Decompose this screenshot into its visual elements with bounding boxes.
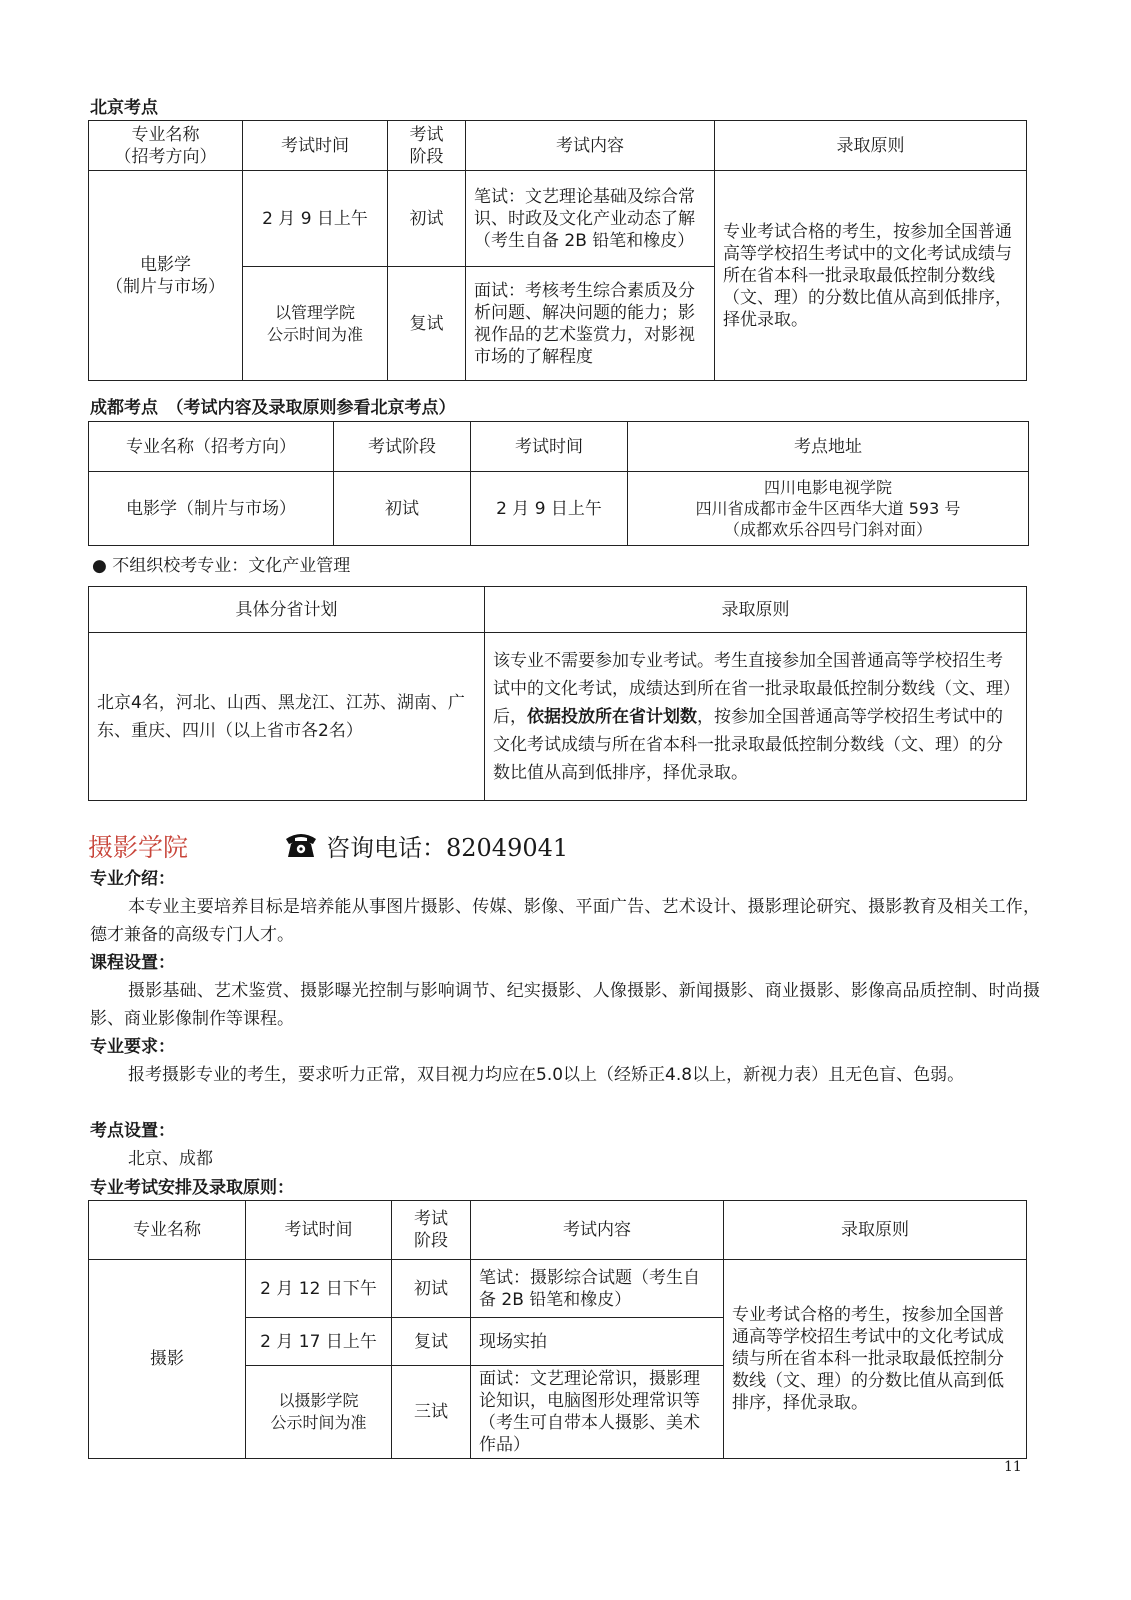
principle-text: ，按参加全国普通高等学校招生考试中的文化考试成绩与所在省本科一批录取最低控制分数线（文、理）的分数比值从高到低排序，择优录取。 bbox=[493, 706, 1003, 783]
stage-cell: 三试 bbox=[392, 1366, 471, 1459]
major-cell: 摄影 bbox=[89, 1260, 246, 1459]
plan-cell: 北京4名，河北、山西、黑龙江、江苏、湖南、广东、重庆、四川（以上省市各2名） bbox=[89, 633, 485, 801]
content-cell: 笔试：摄影综合试题（考生自备 2B 铅笔和橡皮） bbox=[471, 1260, 724, 1318]
major-cell: 电影学（制片与市场） bbox=[89, 472, 334, 546]
address-cell: 四川电影电视学院 四川省成都市金牛区西华大道 593 号 （成都欢乐谷四号门斜对面） bbox=[628, 472, 1029, 546]
col-header-major: 专业名称（招考方向） bbox=[89, 422, 334, 472]
course-text: 摄影基础、艺术鉴赏、摄影曝光控制与影响调节、纪实摄影、人像摄影、新闻摄影、商业摄影、影像高品质控制、时尚摄影、商业影像制作等课程。 bbox=[90, 981, 1040, 1029]
requirement-text: 报考摄影专业的考生，要求听力正常，双目视力均应在5.0以上（经矫正4.8以上，新视力表）且无色盲、色弱。 bbox=[128, 1065, 965, 1085]
no-exam-heading: ● 不组织校考专业：文化产业管理 bbox=[92, 556, 351, 576]
no-exam-table bbox=[88, 586, 1027, 801]
col-header-time: 考试时间 bbox=[243, 121, 388, 171]
time-cell: 以摄影学院 公示时间为准 bbox=[246, 1366, 392, 1459]
time-cell: 2 月 17 日上午 bbox=[246, 1318, 392, 1366]
col-header-principle: 录取原则 bbox=[724, 1201, 1027, 1260]
content-cell: 笔试：文艺理论基础及综合常识、时政及文化产业动态了解（考生自备 2B 铅笔和橡皮） bbox=[466, 171, 715, 267]
col-header-content: 考试内容 bbox=[471, 1201, 724, 1260]
col-header-plan: 具体分省计划 bbox=[89, 587, 485, 633]
site-text: 北京、成都 bbox=[128, 1149, 213, 1169]
intro-text: 本专业主要培养目标是培养能从事图片摄影、传媒、影像、平面广告、艺术设计、摄影理论研究、摄影教育及相关工作，德才兼备的高级专门人才。 bbox=[90, 897, 1040, 945]
principle-cell bbox=[485, 633, 1027, 801]
col-header-principle: 录取原则 bbox=[485, 587, 1027, 633]
requirement-label: 专业要求： bbox=[90, 1037, 175, 1057]
beijing-heading: 北京考点 bbox=[90, 98, 158, 118]
principle-cell: 专业考试合格的考生，按参加全国普通高等学校招生考试中的文化考试成绩与所在省本科一批录取最低控制分数线（文、理）的分数比值从高到低排序，择优录取。 bbox=[724, 1260, 1027, 1459]
principle-cell: 专业考试合格的考生，按参加全国普通高等学校招生考试中的文化考试成绩与所在省本科一批录取最低控制分数线（文、理）的分数比值从高到低排序，择优录取。 bbox=[715, 171, 1027, 381]
major-cell: 电影学 （制片与市场） bbox=[89, 171, 243, 381]
col-header-content: 考试内容 bbox=[466, 121, 715, 171]
time-cell: 2 月 9 日上午 bbox=[471, 472, 628, 546]
content-cell: 面试：文艺理论常识，摄影理论知识，电脑图形处理常识等（考生可自带本人摄影、美术作品） bbox=[471, 1366, 724, 1459]
college-title: 摄影学院 bbox=[88, 833, 189, 862]
phone-number: 82049041 bbox=[446, 834, 569, 862]
col-header-stage: 考试 阶段 bbox=[392, 1201, 471, 1260]
stage-cell: 初试 bbox=[334, 472, 471, 546]
intro-label: 专业介绍： bbox=[90, 869, 175, 889]
stage-cell: 初试 bbox=[392, 1260, 471, 1318]
phone-line bbox=[326, 832, 568, 864]
stage-cell: 复试 bbox=[392, 1318, 471, 1366]
time-cell: 2 月 9 日上午 bbox=[243, 171, 388, 267]
stage-cell: 复试 bbox=[388, 267, 466, 381]
photo-exam-table bbox=[88, 1200, 1027, 1459]
principle-text: 该专业不需要参加专业考试。考生直接参加全国普通高等学校招生考试中的文化考试，成绩达到所在省一批录取最低控制分数线（文、理）后， bbox=[493, 650, 1012, 727]
phone-label: 咨询电话： bbox=[326, 834, 446, 862]
site-label: 考点设置： bbox=[90, 1121, 175, 1141]
col-header-principle: 录取原则 bbox=[715, 121, 1027, 171]
time-cell: 以管理学院 公示时间为准 bbox=[243, 267, 388, 381]
arrange-label: 专业考试安排及录取原则： bbox=[90, 1178, 294, 1198]
content-cell: 现场实拍 bbox=[471, 1318, 724, 1366]
page-number: 11 bbox=[1004, 1459, 1022, 1475]
col-header-time: 考试时间 bbox=[471, 422, 628, 472]
chengdu-heading: 成都考点 （考试内容及录取原则参看北京考点） bbox=[90, 398, 456, 418]
principle-emphasis: 依据投放所在省计划数 bbox=[527, 706, 697, 727]
col-header-stage: 考试 阶段 bbox=[388, 121, 466, 171]
course-label: 课程设置： bbox=[90, 953, 175, 973]
col-header-time: 考试时间 bbox=[246, 1201, 392, 1260]
content-cell: 面试：考核考生综合素质及分析问题、解决问题的能力；影视作品的艺术鉴赏力，对影视市场的了解程度 bbox=[466, 267, 715, 381]
stage-cell: 初试 bbox=[388, 171, 466, 267]
col-header-major: 专业名称 （招考方向） bbox=[89, 121, 243, 171]
telephone-icon bbox=[283, 828, 319, 860]
beijing-exam-table bbox=[88, 120, 1027, 381]
time-cell: 2 月 12 日下午 bbox=[246, 1260, 392, 1318]
col-header-address: 考点地址 bbox=[628, 422, 1029, 472]
col-header-stage: 考试阶段 bbox=[334, 422, 471, 472]
chengdu-exam-table bbox=[88, 421, 1029, 546]
col-header-major: 专业名称 bbox=[89, 1201, 246, 1260]
